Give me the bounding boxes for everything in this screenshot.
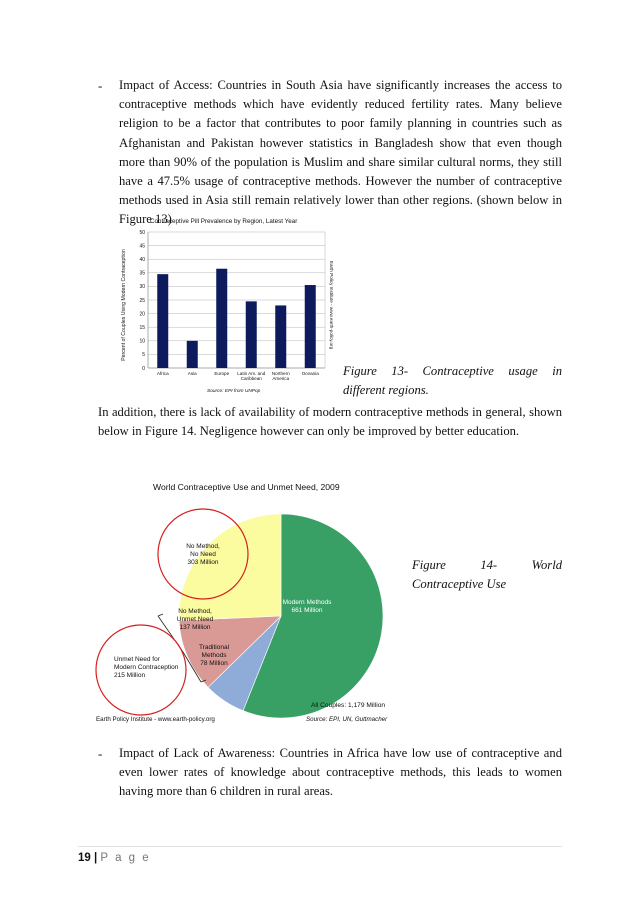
text-line: even lower rates of knowledge about contraceptive methods, this leads to women bbox=[119, 765, 562, 780]
figure-13-caption-line2: different regions. bbox=[343, 383, 429, 398]
y-tick-label: 10 bbox=[139, 338, 145, 345]
text-line: methods used in Asia still remain relatively lower than other regions. (shown below in bbox=[119, 193, 562, 208]
x-tick-label: America bbox=[272, 376, 290, 381]
x-tick-label: Africa bbox=[156, 371, 169, 376]
text-line: Impact of Lack of Awareness: Countries in Africa have low use of contraceptive and bbox=[119, 746, 562, 760]
pie-slice-label: Traditional bbox=[198, 644, 230, 651]
x-tick-label: Caribbean bbox=[240, 376, 262, 381]
pie-slice-label: 137 Million bbox=[179, 624, 211, 631]
chart-source: Source: EPI, UN, Guttmacher bbox=[306, 716, 388, 723]
page-number: 19 bbox=[78, 852, 91, 864]
chart-title: World Contraceptive Use and Unmet Need, 2009 bbox=[153, 482, 340, 492]
figure-13-bar-chart bbox=[112, 212, 344, 400]
pie-slice-label: No Method, bbox=[186, 543, 220, 550]
pie-slice-label: Modern Methods bbox=[282, 599, 332, 606]
x-tick-label: Oceania bbox=[301, 371, 319, 376]
bar bbox=[246, 301, 257, 368]
x-tick-label: Europe bbox=[214, 371, 230, 376]
x-tick-label: Northern bbox=[271, 371, 290, 376]
pie-slice-label: Methods bbox=[201, 652, 227, 659]
chart-bars bbox=[157, 269, 316, 368]
pie-slice-label: 303 Million bbox=[187, 559, 219, 566]
availability-paragraph bbox=[98, 403, 562, 441]
bullet-marker: - bbox=[98, 746, 103, 761]
footer-separator: | bbox=[90, 852, 101, 864]
y-tick-label: 40 bbox=[139, 257, 145, 263]
bar bbox=[305, 285, 316, 368]
bracket-label: 215 Million bbox=[114, 672, 146, 679]
y-tick-label: 0 bbox=[142, 365, 145, 372]
y-tick-label: 50 bbox=[139, 229, 145, 236]
bullet-marker: - bbox=[98, 78, 103, 93]
text-line: Figure 13) bbox=[119, 212, 172, 227]
bar bbox=[157, 274, 168, 368]
text-line: below in Figure 14. Negligence however can only be improved by better education. bbox=[98, 424, 520, 439]
text-line: Impact of Access: Countries in South Asia have significantly increases the access to bbox=[119, 78, 562, 92]
y-tick-label: 35 bbox=[139, 270, 145, 277]
text-line: Afghanistan and Pakistan however statistics in Bangladesh show that even though bbox=[119, 135, 562, 150]
access-paragraph bbox=[119, 76, 562, 230]
y-tick-label: 5 bbox=[142, 352, 145, 359]
bar bbox=[275, 305, 286, 368]
pie-slice bbox=[179, 514, 281, 620]
pie-slice-label: 78 Million bbox=[200, 660, 228, 667]
chart-title: Contraceptive Pill Prevalence by Region, Latest Year bbox=[150, 218, 298, 225]
chart-source: Source: EPI from UNPop bbox=[207, 389, 261, 394]
y-tick-label: 25 bbox=[139, 297, 145, 304]
x-tick-label: Latin Am. and bbox=[237, 371, 266, 376]
bracket-label: Modern Contraception bbox=[114, 664, 179, 671]
y-tick-label: 15 bbox=[139, 325, 145, 331]
pie-slice-label: Unmet Need bbox=[176, 616, 214, 623]
y-axis-label: Percent of Couples Using Modern Contraception bbox=[121, 249, 127, 361]
unmet-need-label bbox=[114, 656, 179, 679]
side-credit: Earth Policy Institute - www.earth-policy.org bbox=[329, 260, 334, 350]
pie-slice-label: No Method, bbox=[178, 608, 212, 615]
bar bbox=[216, 269, 227, 368]
bar bbox=[187, 341, 198, 368]
figure-14-caption bbox=[412, 556, 562, 594]
text-line: having more than 6 children in rural areas. bbox=[119, 784, 334, 799]
bracket-label: Unmet Need for bbox=[114, 656, 160, 663]
figure-13-caption-line1: Figure 13- Contraceptive usage in bbox=[343, 364, 562, 378]
y-tick-label: 30 bbox=[139, 284, 145, 291]
footer-divider bbox=[78, 846, 562, 847]
text-line: religion to be a factor that contributes to poor family planning in countries such as bbox=[119, 116, 562, 131]
chart-credit: Earth Policy Institute - www.earth-policy.org bbox=[96, 716, 215, 723]
text-line: more than 90% of the population is Muslim and share similar cultural norms, they still bbox=[119, 154, 562, 169]
chart-total: All Couples: 1,179 Million bbox=[311, 702, 386, 709]
chart-x-labels bbox=[157, 371, 319, 381]
page-label: P a g e bbox=[100, 852, 151, 864]
pie-slice-label: 661 Million bbox=[291, 607, 323, 614]
figure-14-caption-line1: Figure 14- World bbox=[412, 558, 562, 572]
y-tick-label: 20 bbox=[139, 311, 145, 318]
awareness-paragraph bbox=[119, 744, 562, 802]
text-line: In addition, there is lack of availability of modern contraceptive methods in general, shown bbox=[98, 405, 562, 419]
figure-14-caption-line2: Contraceptive Use bbox=[412, 577, 507, 592]
page-footer bbox=[78, 852, 151, 864]
text-line: have a 47.5% usage of contraceptive methods. However the number of contraceptive bbox=[119, 174, 562, 189]
x-tick-label: Asia bbox=[187, 371, 197, 376]
figure-13-caption bbox=[343, 362, 562, 400]
text-line: contraceptive methods which have evidently reduced fertility rates. Many believe bbox=[119, 97, 562, 112]
figure-14-pie-chart bbox=[90, 474, 420, 730]
y-tick-label: 45 bbox=[139, 243, 145, 250]
pie-slice-label: No Need bbox=[190, 551, 216, 558]
